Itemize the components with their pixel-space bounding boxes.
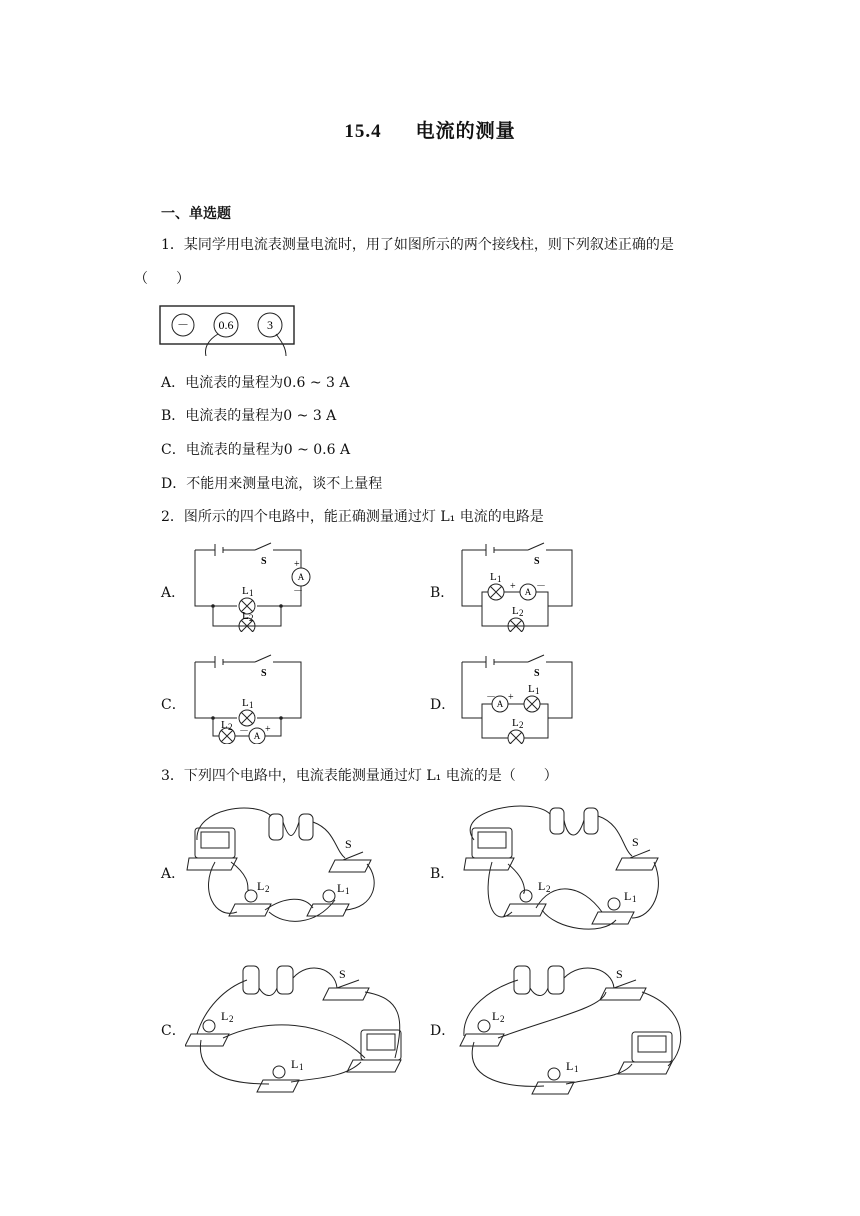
svg-text:1: 1 xyxy=(535,686,540,696)
svg-text:L: L xyxy=(221,1009,229,1023)
q2-circuit-c xyxy=(185,652,315,744)
svg-text:2: 2 xyxy=(249,613,254,623)
svg-text:+: + xyxy=(508,692,514,703)
svg-text:L: L xyxy=(528,683,535,695)
q1-stem: 1．某同学用电流表测量电流时，用了如图所示的两个接线柱，则下列叙述正确的是 xyxy=(161,237,674,253)
svg-text:2: 2 xyxy=(228,722,233,732)
q3-stem: 3．下列四个电路中，电流表能测量通过灯 L₁ 电流的是（ ） xyxy=(161,768,558,784)
battery-1 xyxy=(269,814,283,840)
q2-option-a[interactable]: A． xyxy=(161,585,186,601)
svg-text:L: L xyxy=(492,1009,500,1023)
q3-circuit-b xyxy=(452,800,662,935)
svg-text:－: － xyxy=(293,586,303,597)
terminal-minus-label: － xyxy=(176,318,190,332)
svg-text:A: A xyxy=(496,699,504,709)
svg-text:L: L xyxy=(566,1059,574,1073)
q2-stem: 2．图所示的四个电路中，能正确测量通过灯 L₁ 电流的电路是 xyxy=(161,509,544,525)
q1-option-b[interactable]: B．电流表的量程为0 ~ 3 A xyxy=(161,408,337,424)
svg-text:S: S xyxy=(534,556,540,567)
svg-text:L: L xyxy=(291,1057,299,1071)
q2-circuit-d xyxy=(452,652,582,744)
q3-circuit-a xyxy=(185,800,385,930)
svg-text:L: L xyxy=(242,610,249,622)
q1-option-d[interactable]: D．不能用来测量电流，谈不上量程 xyxy=(161,476,383,492)
svg-text:L: L xyxy=(242,585,249,597)
svg-text:1: 1 xyxy=(632,894,637,904)
svg-text:2: 2 xyxy=(519,720,524,730)
svg-text:S: S xyxy=(616,967,623,981)
svg-text:S: S xyxy=(261,556,267,567)
svg-text:L: L xyxy=(624,889,632,903)
svg-text:1: 1 xyxy=(574,1064,579,1074)
svg-text:L: L xyxy=(538,879,546,893)
svg-text:S: S xyxy=(632,835,639,849)
q3-option-a[interactable]: A． xyxy=(161,866,186,882)
title-text: 电流的测量 xyxy=(415,120,516,142)
svg-text:L: L xyxy=(490,571,497,583)
q2-circuit-a xyxy=(185,540,315,632)
q3-option-b[interactable]: B． xyxy=(430,866,455,882)
wire-3 xyxy=(276,334,286,356)
q1-option-c[interactable]: C．电流表的量程为0 ~ 0.6 A xyxy=(161,442,351,458)
q2-option-c[interactable]: C． xyxy=(161,697,186,713)
svg-text:1: 1 xyxy=(299,1062,304,1072)
wire-0-6 xyxy=(206,334,219,356)
svg-text:+: + xyxy=(294,559,300,570)
title-number: 15.4 xyxy=(344,121,382,142)
svg-text:2: 2 xyxy=(546,884,551,894)
svg-text:A: A xyxy=(524,587,532,597)
svg-text:S: S xyxy=(345,837,352,851)
svg-text:+: + xyxy=(510,581,516,592)
svg-text:A: A xyxy=(253,731,261,741)
page-title xyxy=(0,116,860,143)
switch xyxy=(329,860,371,872)
svg-text:L: L xyxy=(512,717,519,729)
q1-terminal-figure xyxy=(158,304,298,356)
svg-text:－: － xyxy=(536,581,546,592)
svg-text:L: L xyxy=(512,605,519,617)
svg-text:A: A xyxy=(297,572,305,582)
q3-circuit-c xyxy=(185,958,410,1098)
svg-text:1: 1 xyxy=(345,886,350,896)
terminal-0-6-label: 0.6 xyxy=(218,318,234,332)
svg-text:2: 2 xyxy=(265,884,270,894)
svg-text:1: 1 xyxy=(249,588,254,598)
svg-text:2: 2 xyxy=(229,1014,234,1024)
q3-option-d[interactable]: D． xyxy=(430,1023,456,1039)
svg-text:+: + xyxy=(265,724,271,735)
q3-circuit-d xyxy=(452,958,692,1103)
svg-text:L: L xyxy=(221,719,228,731)
q2-option-d[interactable]: D． xyxy=(430,697,456,713)
svg-text:2: 2 xyxy=(519,608,524,618)
battery-2 xyxy=(299,814,313,840)
svg-text:2: 2 xyxy=(500,1014,505,1024)
svg-text:S: S xyxy=(261,668,267,679)
svg-text:－: － xyxy=(239,726,249,737)
svg-text:1: 1 xyxy=(497,574,502,584)
terminal-3-label: 3 xyxy=(267,318,273,332)
svg-text:1: 1 xyxy=(249,700,254,710)
q3-option-c[interactable]: C． xyxy=(161,1023,186,1039)
svg-text:－: － xyxy=(486,692,496,703)
section-heading: 一、单选题 xyxy=(161,206,231,222)
q1-option-a[interactable]: A．电流表的量程为0.6 ~ 3 A xyxy=(161,375,350,391)
svg-text:L: L xyxy=(257,879,265,893)
svg-text:S: S xyxy=(534,668,540,679)
q1-bracket: （ ） xyxy=(134,271,190,287)
svg-text:S: S xyxy=(339,967,346,981)
svg-text:L: L xyxy=(337,881,345,895)
svg-text:L: L xyxy=(242,697,249,709)
q2-option-b[interactable]: B． xyxy=(430,585,455,601)
q2-circuit-b xyxy=(452,540,582,632)
